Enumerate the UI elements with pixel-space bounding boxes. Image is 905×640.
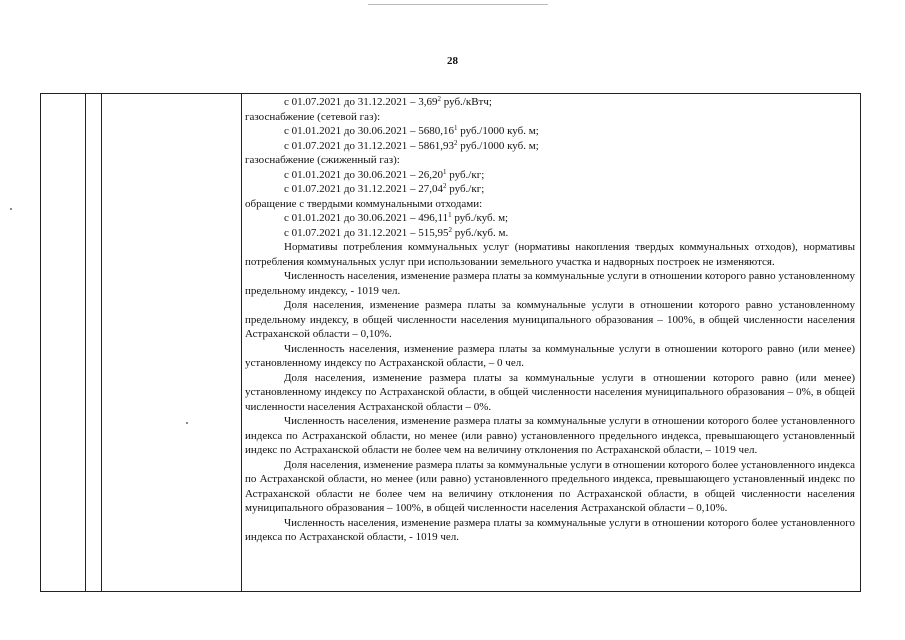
- section-heading: газоснабжение (сетевой газ):: [245, 110, 381, 123]
- tariff-line: с 01.01.2021 до 30.06.2021 – 26,20$^1$ руб./кг;: [284, 167, 485, 181]
- paragraph: Нормативы потребления коммунальных услуг (нормативы накопления твердых коммунальных отходов), нормативы потребления коммунальных услуг при использовании земельного участка и надворных построек не изменяются.: [245, 241, 855, 268]
- table-cell-content: [242, 94, 861, 592]
- tariff-line: с 01.07.2021 до 31.12.2021 – 3,69$^2$ руб./кВтч;: [284, 95, 492, 108]
- paragraph: Численность населения, изменение размера платы за коммунальные услуги в отношении которого более установленного индекса по Астраханской области, - 1019 чел.: [245, 516, 855, 543]
- scan-speck: [10, 208, 12, 210]
- tariff-line: с 01.07.2021 до 31.12.2021 – 27,04$^2$ руб./кг;: [284, 182, 485, 195]
- section-heading: обращение с твердыми коммунальными отходами:: [245, 197, 483, 210]
- content-text: [242, 94, 860, 545]
- top-scan-line: [368, 4, 548, 5]
- paragraph: Доля населения, изменение размера платы за коммунальные услуги в отношении которого равно (или менее) установленному индексу по Астраханской области, в общей численности населения муниципального образования – 0%, в общей численности населения Астраханской области – 0%.: [245, 371, 855, 413]
- tariff-line: с 01.01.2021 до 30.06.2021 – 496,11$^1$ руб./куб. м;: [284, 211, 509, 224]
- table-cell-number: [41, 94, 86, 592]
- table-cell-name: [102, 94, 242, 592]
- paragraph: Численность населения, изменение размера платы за коммунальные услуги в отношении которого более установленного индекса по Астраханской области, но менее (или равно) установленного предельного индекса, превышающего установленный индекс по Астраханской области не более чем на величину отклонения по Астраханской области, – 1019 чел.: [245, 415, 855, 456]
- paragraph: Доля населения, изменение размера платы за коммунальные услуги в отношении которого более установленного индекса по Астраханской области, но менее (или равно) установленного предельного индекса, превышающего установленный индекс по Астраханской области не более чем на величину отклонения по Астраханской области, в общей численности населения муниципального образования – 100%, в общей численности населения Астраханской области – 0,10%.: [245, 458, 855, 514]
- table-row: [41, 94, 861, 592]
- tariff-line: с 01.01.2021 до 30.06.2021 – 5680,16$^1$ руб./1000 куб. м;: [284, 124, 539, 137]
- paragraph: Численность населения, изменение размера платы за коммунальные услуги в отношении которого равно установленному предельному индексу, - 1019 чел.: [245, 270, 855, 297]
- paragraph: Численность населения, изменение размера платы за коммунальные услуги в отношении которого равно (или менее) установленному индексу по Астраханской области, – 0 чел.: [245, 342, 855, 369]
- section-heading: газоснабжение (сжиженный газ):: [245, 154, 400, 166]
- tariff-line: с 01.07.2021 до 31.12.2021 – 5861,93$^2$ руб./1000 куб. м;: [284, 138, 539, 152]
- document-table: [40, 93, 861, 592]
- table-cell-narrow: [86, 94, 102, 592]
- paragraph: Доля населения, изменение размера платы за коммунальные услуги в отношении которого равно установленному предельному индексу, в общей численности населения муниципального образования – 100%, в общей численности населения Астраханской области – 0,10%.: [245, 299, 855, 340]
- page-number: 28: [447, 55, 458, 67]
- tariff-line: с 01.07.2021 до 31.12.2021 – 515,95$^2$ руб./куб. м.: [284, 225, 509, 239]
